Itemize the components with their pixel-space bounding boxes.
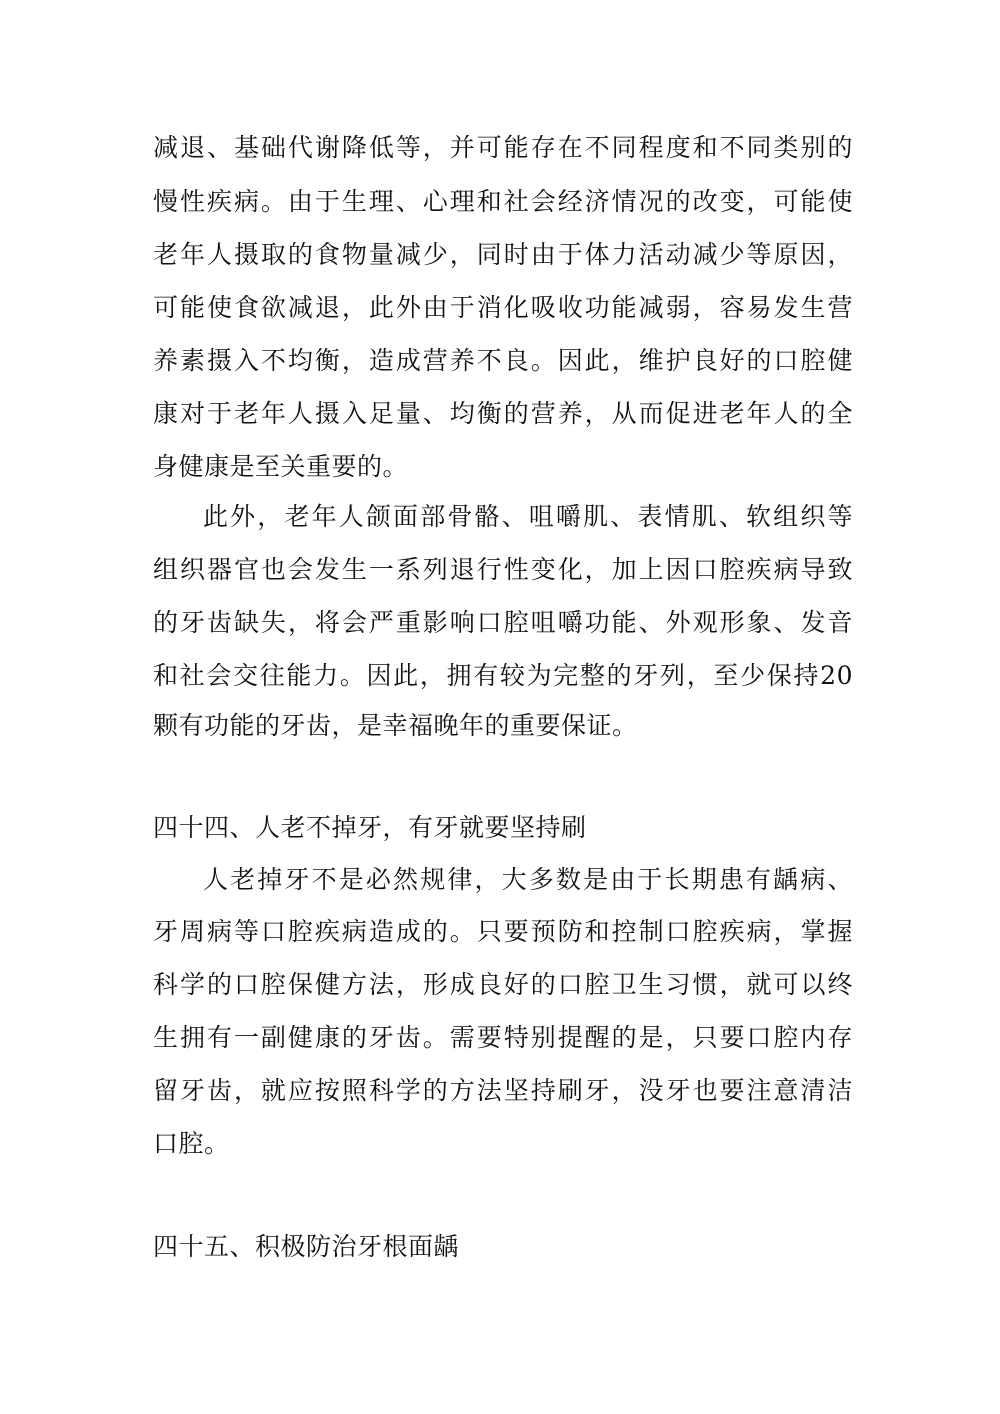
paragraph-line: 此外，老年人颌面部骨骼、咀嚼肌、表情肌、软组织等 xyxy=(203,502,853,531)
paragraph-line: 康对于老年人摄入足量、均衡的营养，从而促进老年人的全 xyxy=(153,399,853,428)
paragraph-line: 身健康是至关重要的。 xyxy=(153,452,409,481)
paragraph-line: 组织器官也会发生一系列退行性变化，加上因口腔疾病导致 xyxy=(153,555,853,584)
section-heading: 四十四、人老不掉牙，有牙就要坚持刷 xyxy=(153,813,587,842)
paragraph-line: 的牙齿缺失，将会严重影响口腔咀嚼功能、外观形象、发音 xyxy=(153,608,853,637)
paragraph-line: 口腔。 xyxy=(153,1129,230,1158)
paragraph-line: 减退、基础代谢降低等，并可能存在不同程度和不同类别的 xyxy=(153,133,853,162)
paragraph-line: 人老掉牙不是必然规律，大多数是由于长期患有龋病、 xyxy=(203,865,853,894)
paragraph-line: 慢性疾病。由于生理、心理和社会经济情况的改变，可能使 xyxy=(153,187,853,216)
paragraph-line: 养素摄入不均衡，造成营养不良。因此，维护良好的口腔健 xyxy=(153,346,853,375)
section-heading: 四十五、积极防治牙根面龋 xyxy=(153,1232,460,1261)
paragraph-line: 生拥有一副健康的牙齿。需要特别提醒的是，只要口腔内存 xyxy=(153,1023,853,1052)
paragraph-line: 科学的口腔保健方法，形成良好的口腔卫生习惯，就可以终 xyxy=(153,970,853,999)
paragraph-line: 老年人摄取的食物量减少，同时由于体力活动减少等原因， xyxy=(153,240,853,269)
paragraph-line: 和社会交往能力。因此，拥有较为完整的牙列，至少保持20 xyxy=(153,661,853,690)
paragraph-line: 留牙齿，就应按照科学的方法坚持刷牙，没牙也要注意清洁 xyxy=(153,1076,853,1105)
paragraph-line: 可能使食欲减退，此外由于消化吸收功能减弱，容易发生营 xyxy=(153,293,853,322)
paragraph-line: 颗有功能的牙齿，是幸福晚年的重要保证。 xyxy=(153,711,638,740)
paragraph-line: 牙周病等口腔疾病造成的。只要预防和控制口腔疾病，掌握 xyxy=(153,917,853,946)
